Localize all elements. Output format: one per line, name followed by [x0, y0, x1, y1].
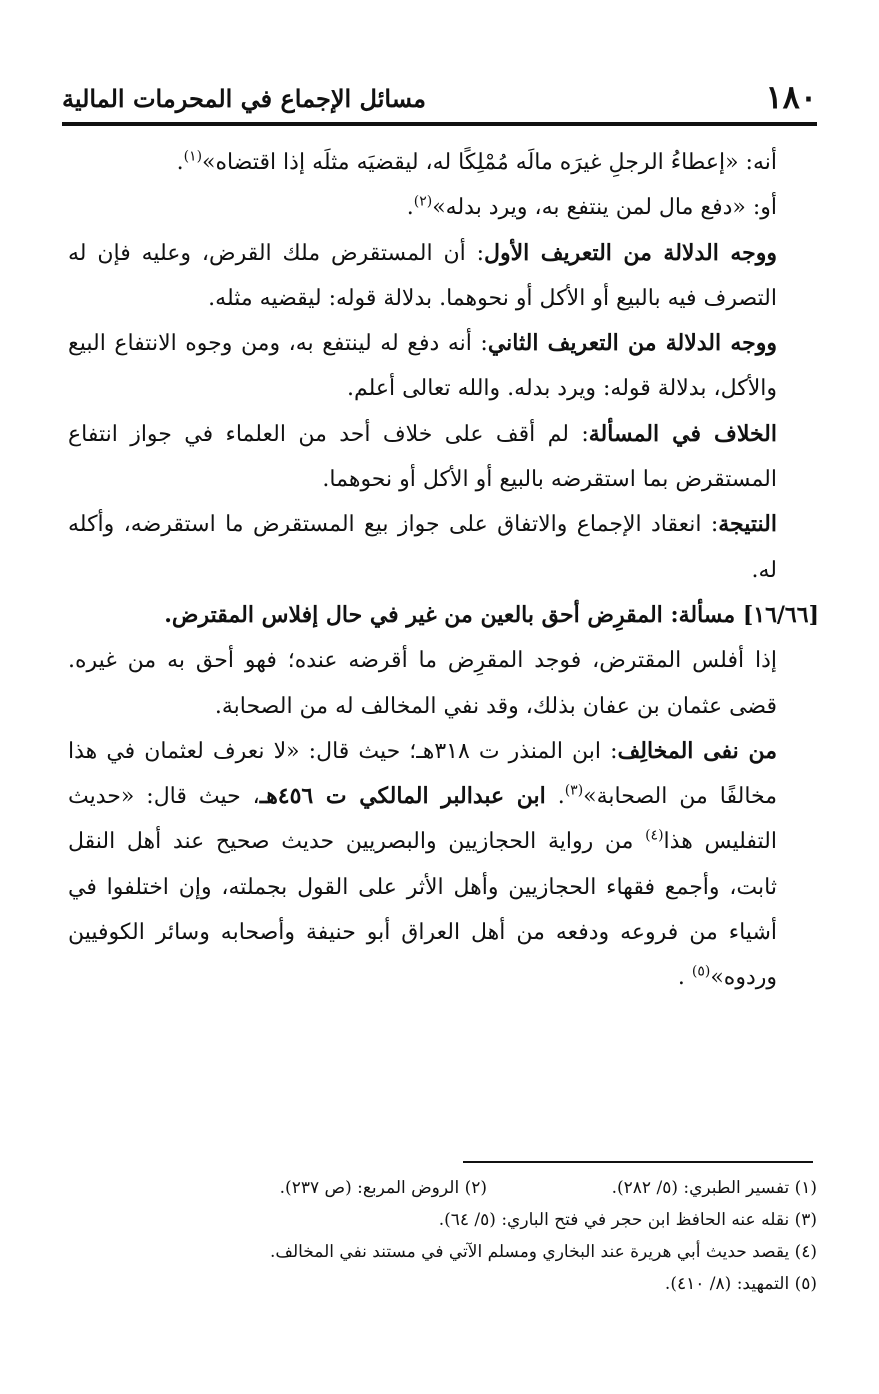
footnote-5: (٥) التمهيد: (٨/ ٤١٠).: [664, 1274, 817, 1294]
paragraph-issue-statement: إذا أفلس المقترض، فوجد المقرِض ما أقرضه عنده؛ فهو أحق به من غيره. قضى عثمان بن عفان بذلك، وقد نفي المخالف له من الصحابة.: [68, 648, 777, 719]
issue-heading: [68, 593, 819, 638]
footnote-ref-3[interactable]: (٣): [564, 782, 584, 799]
page-header: [62, 72, 817, 122]
paragraph-result: النتيجة: انعقاد الإجماع والاتفاق على جواز بيع المستقرض ما استقرضه، وأكله له.: [68, 511, 777, 583]
footnotes: [90, 1172, 817, 1300]
bold-lead: من نفى المخالِف: [617, 737, 777, 764]
paragraph-who-denied-dissent: من نفى المخالِف: ابن المنذر ت ٣١٨هـ؛ حيث قال: «لا نعرف لعثمان في هذا مخالفًا من الصحابة»$^{(٣)}$. ابن عبدالبر المالكي ت ٤٥٦هـ، حيث قال: «حديث التفليس هذا$^{(٤)}$ من رواية الحجازيين والبصريين حديث صحيح عند أهل النقل ثابت، وأجمع فقهاء الحجازيين وأهل الأثر على القول بجملته، وإن اختلفوا في أشياء من فروعه ودفعه من أهل العراق أبو حنيفة وأصحابه وسائر الكوفيين وردوه»$^{(٥)}$ .: [68, 737, 778, 991]
bold-lead: النتيجة: [718, 511, 777, 538]
footnote-ref-4[interactable]: (٤): [645, 828, 664, 845]
paragraph-definition-2: أو: «دفع مال لمن ينتفع به، ويرد بدله»$^{(٢)}$.: [406, 193, 777, 221]
bold-lead: الخلاف في المسألة: [588, 420, 777, 447]
footnote-ref-1[interactable]: (١): [183, 148, 203, 165]
paragraph-first-definition-evidence: ووجه الدلالة من التعريف الأول: أن المستقرض ملك القرض، وعليه فإن له التصرف فيه بالبيع أو الأكل أو نحوهما. بدلالة قوله: ليقضيه مثله.: [68, 239, 777, 311]
paragraph-disagreement: الخلاف في المسألة: لم أقف على خلاف أحد من العلماء في جواز انتفاع المستقرض بما استقرضه بالبيع أو الأكل أو نحوهما.: [68, 420, 777, 493]
header-rule: [62, 122, 817, 126]
running-title: مسائل الإجماع في المحرمات المالية: [62, 84, 426, 113]
bold-lead: ووجه الدلالة من التعريف الأول: [484, 239, 777, 266]
footnote-separator: [463, 1161, 813, 1163]
footnote-3: (٣) نقله عنه الحافظ ابن حجر في فتح الباري: (٥/ ٦٤).: [438, 1210, 817, 1230]
footnote-4: (٤) يقصد حديث أبي هريرة عند البخاري ومسلم الآتي في مستند نفي المخالف.: [269, 1242, 817, 1262]
footnote-ref-2[interactable]: (٢): [413, 193, 433, 210]
scholar-name: ابن عبدالبر المالكي ت ٤٥٦هـ: [259, 783, 546, 810]
page-number: ١٨٠: [765, 78, 817, 116]
footnote-1: (١) تفسير الطبري: (٥/ ٢٨٢).: [611, 1178, 817, 1198]
footnote-ref-5[interactable]: (٥): [691, 964, 711, 981]
issue-number: [١٦/٦٦]: [742, 601, 819, 628]
bold-lead: ووجه الدلالة من التعريف الثاني: [487, 330, 777, 357]
paragraph-second-definition-evidence: ووجه الدلالة من التعريف الثاني: أنه دفع له لينتفع به، ومن وجوه الانتفاع البيع والأكل، بدلالة قوله: ويرد بدله. والله تعالى أعلم.: [68, 330, 777, 402]
paragraph-definition-1: أنه: «إعطاءُ الرجلِ غيرَه مالَه مُمْلِكًا له، ليقضيَه مثلَه إذا اقتضاه»$^{(١)}$.: [176, 148, 777, 175]
footnote-row: [90, 1172, 817, 1204]
issue-title: مسألة: المقرِض أحق بالعين من غير في حال إفلاس المقترض.: [164, 601, 743, 628]
footnote-2: (٢) الروض المربع: (ص ٢٣٧).: [279, 1178, 487, 1198]
main-text: [68, 140, 819, 1001]
